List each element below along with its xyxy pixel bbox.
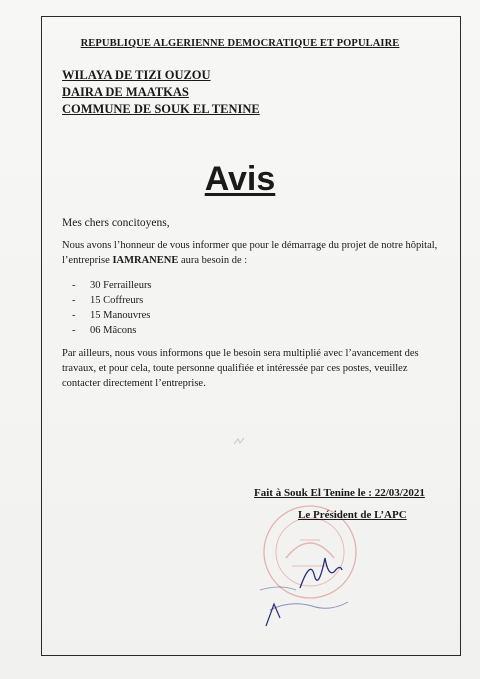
signatory-title: Le Président de L’APC	[298, 509, 407, 521]
administrative-block	[62, 67, 260, 118]
intro-text-after: aura besoin de :	[178, 255, 248, 266]
smudge-mark	[232, 436, 246, 448]
daira-line: DAIRA DE MAATKAS	[62, 85, 189, 99]
list-item: - 06 Mâcons	[72, 325, 137, 336]
list-item: - 15 Coffreurs	[72, 295, 144, 306]
notice-title: Avis	[204, 160, 276, 198]
list-item: - 15 Manouvres	[72, 310, 151, 321]
place-date: Fait à Souk El Tenine le : 22/03/2021	[254, 487, 425, 499]
closing-paragraph: Par ailleurs, nous vous informons que le besoin sera multiplié avec l’avancement des travaux, et pour cela, toute personne qualifiée et intéressée par ces postes, veuillez contacter directement l’entreprise.	[62, 348, 419, 389]
needs-list	[62, 278, 152, 338]
company-name: IAMRANENE	[112, 255, 179, 266]
wilaya-line: WILAYA DE TIZI OUZOU	[62, 68, 211, 82]
republic-heading: REPUBLIQUE ALGERIENNE DEMOCRATIQUE ET POPULAIRE	[80, 38, 400, 49]
intro-paragraph	[62, 238, 442, 268]
intro-text-before: Nous avons l’honneur de vous informer que pour le démarrage du projet de notre hôpital, l’entreprise	[62, 240, 438, 266]
list-item: - 30 Ferrailleurs	[72, 280, 152, 291]
greeting: Mes chers concitoyens,	[62, 217, 170, 229]
commune-line: COMMUNE DE SOUK EL TENINE	[62, 102, 260, 116]
